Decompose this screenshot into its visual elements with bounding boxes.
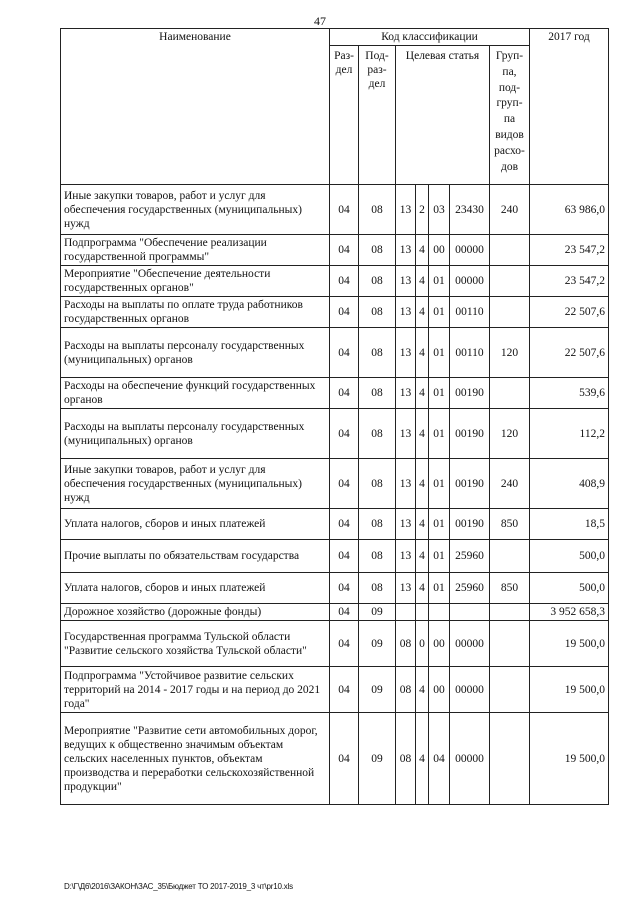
podrazdel-cell: 08 — [359, 378, 396, 409]
razdel-cell: 04 — [330, 185, 359, 235]
target-subprogram-cell: 2 — [416, 185, 429, 235]
razdel-cell: 04 — [330, 713, 359, 805]
header-expense-type: Груп- па, под- груп- па видов расхо- дов — [490, 46, 530, 185]
target-program-cell: 08 — [396, 667, 416, 713]
podrazdel-cell: 09 — [359, 667, 396, 713]
item-name-cell: Подпрограмма "Устойчивое развитие сельских территорий на 2014 - 2017 годы и на период до 2021 года" — [61, 667, 330, 713]
target-event-cell: 01 — [429, 409, 450, 459]
amount-cell: 22 507,6 — [530, 297, 609, 328]
expense-type-cell — [490, 235, 530, 266]
target-direction-cell: 00000 — [450, 667, 490, 713]
target-subprogram-cell: 4 — [416, 328, 429, 378]
target-event-cell: 03 — [429, 185, 450, 235]
table-row — [61, 621, 609, 667]
podrazdel-cell: 08 — [359, 459, 396, 509]
item-name-cell: Подпрограмма "Обеспечение реализации государственной программы" — [61, 235, 330, 266]
table-row — [61, 185, 609, 235]
amount-cell: 539,6 — [530, 378, 609, 409]
target-subprogram-cell: 4 — [416, 540, 429, 573]
target-direction-cell: 00000 — [450, 266, 490, 297]
target-program-cell: 13 — [396, 573, 416, 604]
podrazdel-cell: 08 — [359, 509, 396, 540]
item-name-cell: Мероприятие "Обеспечение деятельности государственных органов" — [61, 266, 330, 297]
item-name-cell: Расходы на выплаты персоналу государственных (муниципальных) органов — [61, 328, 330, 378]
amount-cell: 112,2 — [530, 409, 609, 459]
razdel-cell: 04 — [330, 328, 359, 378]
razdel-cell: 04 — [330, 297, 359, 328]
target-program-cell — [396, 604, 416, 621]
header-target-article: Целевая статья — [396, 46, 490, 185]
amount-cell: 22 507,6 — [530, 328, 609, 378]
expense-type-cell — [490, 604, 530, 621]
target-subprogram-cell: 4 — [416, 459, 429, 509]
target-subprogram-cell: 4 — [416, 235, 429, 266]
target-subprogram-cell: 4 — [416, 573, 429, 604]
target-program-cell: 08 — [396, 713, 416, 805]
target-subprogram-cell: 4 — [416, 713, 429, 805]
razdel-cell: 04 — [330, 509, 359, 540]
target-event-cell: 01 — [429, 297, 450, 328]
table-row — [61, 235, 609, 266]
target-program-cell: 13 — [396, 328, 416, 378]
item-name-cell: Иные закупки товаров, работ и услуг для обеспечения государственных (муниципальных) нужд — [61, 185, 330, 235]
target-event-cell: 04 — [429, 713, 450, 805]
amount-cell: 500,0 — [530, 540, 609, 573]
expense-type-cell: 240 — [490, 459, 530, 509]
razdel-cell: 04 — [330, 621, 359, 667]
target-direction-cell: 00190 — [450, 378, 490, 409]
target-program-cell: 08 — [396, 621, 416, 667]
item-name-cell: Расходы на выплаты по оплате труда работников государственных органов — [61, 297, 330, 328]
expense-type-cell — [490, 378, 530, 409]
razdel-cell: 04 — [330, 459, 359, 509]
header-name: Наименование — [61, 29, 330, 185]
expense-type-cell — [490, 297, 530, 328]
target-program-cell: 13 — [396, 266, 416, 297]
target-direction-cell: 00190 — [450, 509, 490, 540]
table-row — [61, 297, 609, 328]
target-event-cell: 01 — [429, 266, 450, 297]
target-direction-cell: 23430 — [450, 185, 490, 235]
target-subprogram-cell: 4 — [416, 509, 429, 540]
amount-cell: 19 500,0 — [530, 621, 609, 667]
podrazdel-cell: 08 — [359, 328, 396, 378]
target-direction-cell: 25960 — [450, 540, 490, 573]
table-row — [61, 713, 609, 805]
target-event-cell: 01 — [429, 378, 450, 409]
amount-cell: 63 986,0 — [530, 185, 609, 235]
table-row — [61, 409, 609, 459]
header-year: 2017 год — [530, 29, 609, 185]
item-name-cell: Уплата налогов, сборов и иных платежей — [61, 509, 330, 540]
header-podrazdel: Под- раз- дел — [359, 46, 396, 185]
podrazdel-cell: 08 — [359, 409, 396, 459]
expense-type-cell — [490, 266, 530, 297]
target-program-cell: 13 — [396, 509, 416, 540]
target-subprogram-cell: 4 — [416, 378, 429, 409]
target-event-cell: 00 — [429, 235, 450, 266]
podrazdel-cell: 08 — [359, 540, 396, 573]
target-direction-cell: 00110 — [450, 328, 490, 378]
target-direction-cell: 00190 — [450, 459, 490, 509]
expense-type-cell: 120 — [490, 409, 530, 459]
target-event-cell: 01 — [429, 328, 450, 378]
file-path-footer: D:\Г\Д6\2016\ЗАКОН\ЗАС_35\Бюджет ТО 2017-2019_3 чт\pr10.xls — [64, 882, 293, 891]
expense-type-cell: 240 — [490, 185, 530, 235]
razdel-cell: 04 — [330, 540, 359, 573]
podrazdel-cell: 09 — [359, 713, 396, 805]
amount-cell: 18,5 — [530, 509, 609, 540]
target-event-cell: 01 — [429, 540, 450, 573]
amount-cell: 3 952 658,3 — [530, 604, 609, 621]
podrazdel-cell: 09 — [359, 604, 396, 621]
target-direction-cell: 00000 — [450, 235, 490, 266]
target-event-cell: 01 — [429, 573, 450, 604]
podrazdel-cell: 08 — [359, 297, 396, 328]
target-event-cell — [429, 604, 450, 621]
target-direction-cell — [450, 604, 490, 621]
table-row — [61, 667, 609, 713]
razdel-cell: 04 — [330, 409, 359, 459]
header-code-group: Код классификации — [330, 29, 530, 46]
target-subprogram-cell: 4 — [416, 297, 429, 328]
page-number: 47 — [314, 14, 326, 28]
table-row — [61, 328, 609, 378]
razdel-cell: 04 — [330, 235, 359, 266]
podrazdel-cell: 08 — [359, 266, 396, 297]
podrazdel-cell: 08 — [359, 573, 396, 604]
item-name-cell: Государственная программа Тульской области "Развитие сельского хозяйства Тульской области" — [61, 621, 330, 667]
target-program-cell: 13 — [396, 185, 416, 235]
table-row — [61, 378, 609, 409]
target-event-cell: 01 — [429, 509, 450, 540]
item-name-cell: Расходы на обеспечение функций государственных органов — [61, 378, 330, 409]
razdel-cell: 04 — [330, 604, 359, 621]
podrazdel-cell: 08 — [359, 185, 396, 235]
target-program-cell: 13 — [396, 297, 416, 328]
item-name-cell: Расходы на выплаты персоналу государственных (муниципальных) органов — [61, 409, 330, 459]
target-event-cell: 01 — [429, 459, 450, 509]
item-name-cell: Иные закупки товаров, работ и услуг для обеспечения государственных (муниципальных) нужд — [61, 459, 330, 509]
target-program-cell: 13 — [396, 459, 416, 509]
item-name-cell: Прочие выплаты по обязательствам государства — [61, 540, 330, 573]
table-row — [61, 459, 609, 509]
target-program-cell: 13 — [396, 409, 416, 459]
podrazdel-cell: 08 — [359, 235, 396, 266]
target-direction-cell: 00000 — [450, 713, 490, 805]
expense-type-cell: 850 — [490, 509, 530, 540]
item-name-cell: Уплата налогов, сборов и иных платежей — [61, 573, 330, 604]
target-event-cell: 00 — [429, 667, 450, 713]
budget-table — [60, 28, 609, 805]
table-row — [61, 604, 609, 621]
table-row — [61, 573, 609, 604]
razdel-cell: 04 — [330, 573, 359, 604]
podrazdel-cell: 09 — [359, 621, 396, 667]
table-row — [61, 266, 609, 297]
target-subprogram-cell — [416, 604, 429, 621]
amount-cell: 23 547,2 — [530, 266, 609, 297]
expense-type-cell — [490, 667, 530, 713]
expense-type-cell — [490, 540, 530, 573]
table-row — [61, 540, 609, 573]
razdel-cell: 04 — [330, 667, 359, 713]
target-direction-cell: 00110 — [450, 297, 490, 328]
target-subprogram-cell: 4 — [416, 409, 429, 459]
amount-cell: 19 500,0 — [530, 713, 609, 805]
item-name-cell: Дорожное хозяйство (дорожные фонды) — [61, 604, 330, 621]
item-name-cell: Мероприятие "Развитие сети автомобильных дорог, ведущих к общественно значимым объектам сельских населенных пунктов, объектам производства и переработки сельскохозяйственной продукции" — [61, 713, 330, 805]
target-subprogram-cell: 4 — [416, 266, 429, 297]
target-direction-cell: 25960 — [450, 573, 490, 604]
target-program-cell: 13 — [396, 540, 416, 573]
amount-cell: 23 547,2 — [530, 235, 609, 266]
expense-type-cell: 120 — [490, 328, 530, 378]
razdel-cell: 04 — [330, 266, 359, 297]
razdel-cell: 04 — [330, 378, 359, 409]
target-event-cell: 00 — [429, 621, 450, 667]
target-direction-cell: 00000 — [450, 621, 490, 667]
target-direction-cell: 00190 — [450, 409, 490, 459]
target-program-cell: 13 — [396, 378, 416, 409]
header-razdel: Раз- дел — [330, 46, 359, 185]
target-subprogram-cell: 0 — [416, 621, 429, 667]
table-row — [61, 509, 609, 540]
amount-cell: 500,0 — [530, 573, 609, 604]
target-program-cell: 13 — [396, 235, 416, 266]
expense-type-cell — [490, 713, 530, 805]
expense-type-cell — [490, 621, 530, 667]
amount-cell: 19 500,0 — [530, 667, 609, 713]
amount-cell: 408,9 — [530, 459, 609, 509]
expense-type-cell: 850 — [490, 573, 530, 604]
target-subprogram-cell: 4 — [416, 667, 429, 713]
